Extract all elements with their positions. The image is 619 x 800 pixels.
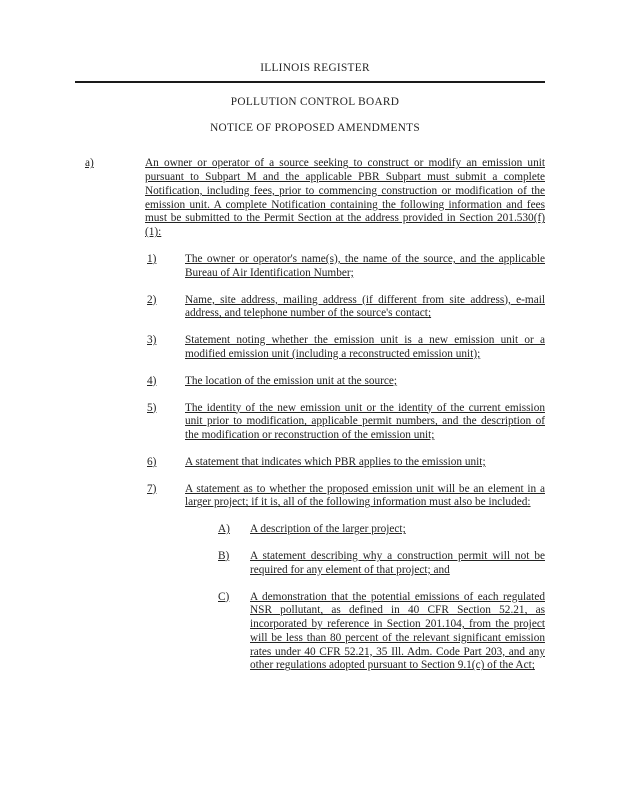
list-item-label: 2) <box>147 293 157 306</box>
board-title: POLLUTION CONTROL BOARD <box>230 95 400 108</box>
list-item-label: 1) <box>147 253 157 266</box>
list-item-text: The identity of the new emission unit or the identity of the current emission unit prior to modification, applicable permit numbers, and the description of the modification or reconstruction of the emission unit; <box>185 401 545 442</box>
list-item-5 <box>147 402 545 443</box>
list-item-6 <box>147 456 545 470</box>
sublist-item-text: A demonstration that the potential emissions of each regulated NSR pollutant, as defined in 40 CFR Section 52.21, as incorporated by reference in Section 201.104, from the project will be less than 80 percent of the relevant significant emission rates under 40 CFR 52.21, 35 Ill. Adm. Code Part 203, and any other regulations adopted pursuant to Section 9.1(c) of the Act; <box>250 590 545 672</box>
list-item-2 <box>147 294 545 322</box>
list-item-1 <box>147 253 545 281</box>
list-item-label: 4) <box>147 374 157 387</box>
list-item-text: Name, site address, mailing address (if different from site address), e-mail address, and telephone number of the source's contact; <box>185 293 545 320</box>
sublist-item-text: A description of the larger project; <box>250 523 406 536</box>
sublist-item-label: A) <box>218 523 230 536</box>
list-item-label: 5) <box>147 401 157 414</box>
section-a-text: An owner or operator of a source seeking to construct or modify an emission unit pursuant to Subpart M and the applicable PBR Subpart must submit a complete Notification, including fees, prior to commencing construction or modification of the emission unit. A complete Notification containing the following information and fees must be submitted to the Permit Section at the address provided in Section 201.530(f)(1): <box>145 157 545 239</box>
list-item-label: 7) <box>147 482 157 495</box>
section-a-label: a) <box>85 157 94 170</box>
sublist-item-text: A statement describing why a construction permit will not be required for any element of that project; and <box>250 549 545 576</box>
list-item-7 <box>147 483 545 511</box>
list-item-text: Statement noting whether the emission unit is a new emission unit or a modified emission unit (including a reconstructed emission unit); <box>185 334 545 360</box>
list-item-text: The owner or operator's name(s), the name of the source, and the applicable Bureau of Air Identification Number; <box>185 253 545 279</box>
sublist-item-label: C) <box>218 590 230 603</box>
list-item-4 <box>147 375 545 389</box>
sublist-item-C <box>218 591 545 674</box>
notice-title: NOTICE OF PROPOSED AMENDMENTS <box>210 121 420 134</box>
list-item-3 <box>147 334 545 362</box>
section-a <box>85 157 545 240</box>
list-item-label: 3) <box>147 334 157 347</box>
list-item-text: A statement that indicates which PBR applies to the emission unit; <box>185 455 486 468</box>
register-title: ILLINOIS REGISTER <box>260 62 370 74</box>
sublist-item-label: B) <box>218 549 230 562</box>
header-rule <box>75 81 545 83</box>
sublist-item-A <box>218 523 545 537</box>
list-item-label: 6) <box>147 455 157 468</box>
sublist-item-B <box>218 550 545 578</box>
list-item-text: A statement as to whether the proposed emission unit will be an element in a larger project; if it is, all of the following information must also be included: <box>185 482 545 509</box>
list-item-text: The location of the emission unit at the source; <box>185 374 398 387</box>
